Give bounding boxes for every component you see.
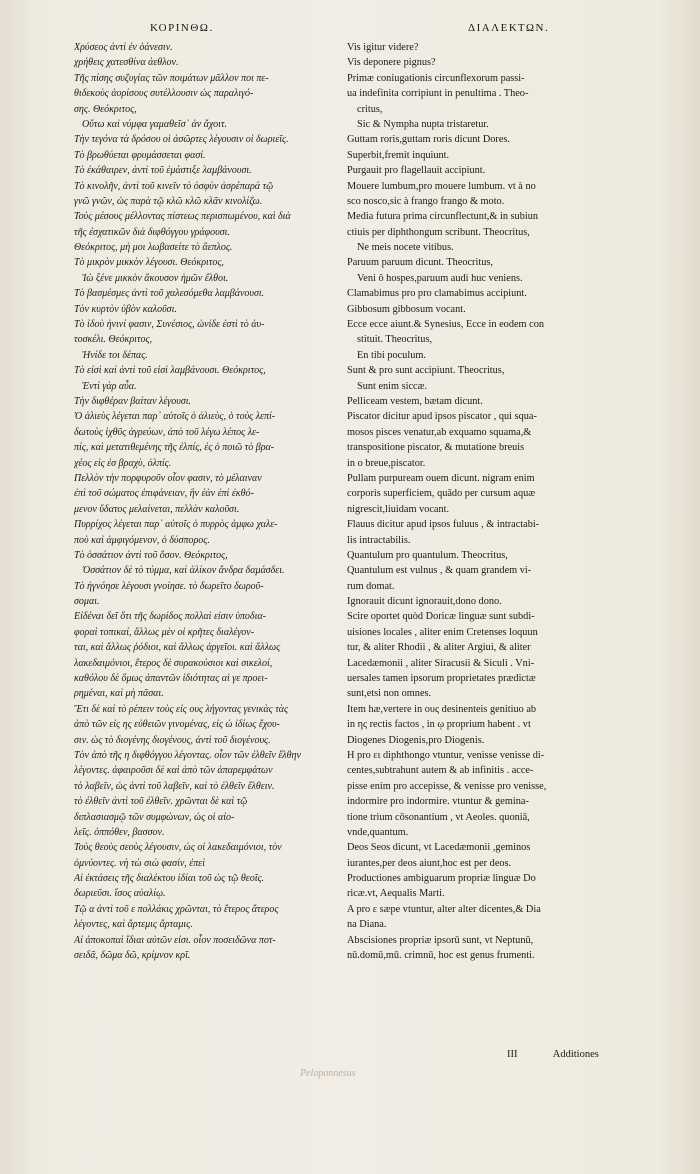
latin-line: rum domat. <box>347 580 395 592</box>
latin-line: nigrescit,liuidam vocant. <box>347 503 450 515</box>
latin-line: H pro ει diphthongo vtuntur, venisse venisse di- <box>347 749 545 761</box>
latin-line: Veni ô hospes,paruum audi huc veniens. <box>357 272 523 284</box>
greek-line: Τὸ βρωθύεται φρυμάσσεται φασί. <box>74 149 206 161</box>
greek-line: Ἔτι δὲ καὶ τὸ ρέπειν τοὺς εἰς ους λήγοντας γενικὰς τὰς <box>74 703 289 715</box>
latin-line: Ecce ecce aiunt.& Synesius, Ecce in eodem con <box>347 319 544 331</box>
latin-line: En tibi poculum. <box>357 349 426 361</box>
latin-line: pisse enim pro accepisse, & venisse pro venisse, <box>347 780 547 792</box>
signature-mark: III <box>507 1049 518 1060</box>
greek-line: καθόλου δὲ ὅμως ἀπαντῶν ἰδιότητας αἱ γε προει- <box>74 673 268 685</box>
latin-text-lines <box>347 40 617 963</box>
greek-text-lines <box>74 40 336 963</box>
greek-line: Τὸν ἀπὸ τῆς η διφθόγγου λέγοντας. οἷον τῶν ἐλθεῖν ἔλθην <box>74 749 301 761</box>
latin-line: na Diana. <box>347 919 387 931</box>
latin-line: sunt,etsi non omnes. <box>347 688 432 700</box>
greek-line: Πυρρίχος λέγεται παρ᾽ αὐτοῖς ὁ πυρρὸς ἀμφω χαλε- <box>74 519 278 531</box>
greek-line: Τῆς πίσης συζυγίας τῶν ποιμάτων μᾶλλον ποι πε- <box>74 72 269 84</box>
latin-line: Vis deponere pignus? <box>347 57 436 69</box>
greek-line: μενον ὕδατος μελαίνεται, πελλὰν καλοῦσι. <box>74 503 240 515</box>
greek-line: Τὴν τεγόνα τὰ δρόσου οἱ ἀσῶρτες λέγουσιν οἱ δωριεῖς. <box>74 134 289 146</box>
greek-line: σιν. ὡς τὸ διογένης διογένους, ἀντὶ τοῦ διογένους. <box>74 734 271 746</box>
latin-line: ua indefinita corripiunt in penultima . Theo- <box>347 88 529 100</box>
greek-line: σομαι. <box>74 596 100 608</box>
latin-line: mosos pisces venatur,ab exquamo squama,& <box>347 426 532 438</box>
greek-line: Τὸ εἰσὶ καὶ ἀντὶ τοῦ εἰσὶ λαμβάνουσι. Θεόκριτος, <box>74 365 266 377</box>
greek-line: δωριεῦσι. ἴσος αὐαλίῳ. <box>74 888 166 900</box>
latin-line: Ne meis nocete vitibus. <box>357 242 454 254</box>
latin-line: uisiones locales , aliter enim Cretenses loquun <box>347 626 538 638</box>
latin-line: tur, & aliter Rhodii , & aliter Argiui, & aliter <box>347 642 531 654</box>
greek-line: Αἱ ἐκτάσεις τῆς διαλέκτου ἰδίαι τοῦ ὡς τῷ θεοῖς. <box>74 873 265 885</box>
greek-line: Τὸ μικρὸν μικκὸν λέγουσι. Θεόκριτος, <box>74 257 224 269</box>
signature-line <box>507 1049 599 1060</box>
latin-line: Mouere lumbum,pro mouere lumbum. vt à no <box>347 180 536 192</box>
greek-line: Ἠνίδε τοι δέπας. <box>82 349 148 361</box>
greek-line: Ἰὼ ξένε μικκὸν ἄκουσον ἡμῶν ἔλθοι. <box>82 272 229 284</box>
greek-line: Οὕτω καὶ νύμφα γαμαθεῖσ᾽ ἀν ἄχοιτ. <box>82 118 227 130</box>
latin-line: A pro ε sæpe vtuntur, alter alter dicentes,& Dia <box>347 903 541 915</box>
latin-line: critus, <box>357 103 383 115</box>
latin-line: Sunt enim siccæ. <box>357 380 428 392</box>
latin-line: sco nosco,sic à frango frango & moto. <box>347 195 505 207</box>
latin-line: ricæ.vt, Aequalis Marti. <box>347 888 445 900</box>
running-head-left: ΚΟΡΙΝΘΩ. <box>150 22 214 34</box>
greek-line: γνῶ γνῶν, ὡς παρὰ τῷ κλῶ κλῶ κλᾶν κινολίζω. <box>74 195 263 207</box>
greek-line: διπλασιασμῷ τῶν συμφώνων, ὡς οἱ αἰο- <box>74 811 235 823</box>
greek-line: Τοὺς μέσους μέλλοντας πίστεως περισπωμένου, καὶ διὰ <box>74 211 291 223</box>
latin-line: Sic & Nympha nupta tristaretur. <box>357 118 489 130</box>
latin-line: Lacedæmonii , aliter Siracusii & Siculi . Vni- <box>347 657 535 669</box>
greek-line: λέγοντες, καὶ ἄρτεμις ἄρταμις. <box>74 919 193 931</box>
greek-line: Ὁ ἁλιεὺς λέγεται παρ᾽ αὐτοῖς ὁ ἀλιεὺς, ὁ τοὺς λεπί- <box>74 411 276 423</box>
latin-line: Clamabimus pro pro clamabimus accipiunt. <box>347 288 527 300</box>
greek-line: τὸ λαβεῖν, ὡς ἀντὶ τοῦ λαβεῖν, καὶ τὸ ἐλθεῖν ἔλθειν. <box>74 780 275 792</box>
running-head-right: ΔΙΑΛΕΚΤΩΝ. <box>468 22 550 34</box>
greek-line: Τὸ ἰδοὺ ἠνινί φασιν, Συνέσιος, ὡνίδε ἐστὶ τὸ ἀυ- <box>74 319 265 331</box>
catchword: Additiones <box>552 1049 599 1060</box>
latin-line: Pelliceam vestem, bætam dicunt. <box>347 395 483 407</box>
greek-line: ται, καὶ ἄλλως ῥόδιοι, καὶ ἄλλως ἀργεῖοι. καὶ ἄλλως <box>74 642 281 654</box>
latin-line: centes,subtrahunt autem & ab infinitis . acce- <box>347 765 534 777</box>
latin-line: Media futura prima circunflectunt,& in subiun <box>347 211 539 223</box>
greek-line: Τὴν διφθέραν βαίταν λέγουσι. <box>74 395 192 407</box>
latin-line: in o breue,piscator. <box>347 457 426 469</box>
greek-line: πίς, καὶ μετατιθεμένης τῆς ἐλπίς, ἐς ὁ ποιῶ τὸ βρα- <box>74 442 275 454</box>
latin-line: transpositione piscator, & mutatione breuis <box>347 442 525 454</box>
greek-line: Ὀσσάτιον δὲ τὸ τύμμα, καὶ ἀλίκον ἄνδρα δαμάσδει. <box>82 565 285 577</box>
latin-line: iurantes,per deos aiunt,hoc est per deos. <box>347 857 512 869</box>
latin-line: Piscator dicitur apud ipsos piscator , qui squa- <box>347 411 537 423</box>
greek-line: χέος εἰς ἐσ βραχὺ, ὀλπίς. <box>74 457 172 469</box>
latin-line: lis intractabilis. <box>347 534 411 546</box>
latin-line: tione trium cōsonantium , vt Aeoles. quoniā, <box>347 811 530 823</box>
latin-line: nū.domū,mū. crimnū, hoc est genus frumenti. <box>347 950 535 962</box>
latin-line: Pullam purpuream ouem dicunt. nigram enim <box>347 472 535 484</box>
latin-line: Abscisiones propriæ ipsorū sunt, vt Neptunū, <box>347 934 534 946</box>
greek-line: θιδεκοὺς ἀορίσους συτέλλουσιν ὡς παραλιγό- <box>74 88 254 100</box>
greek-line: Τὸν κυρτὸν ὑβὸν καλοῦσι. <box>74 303 177 315</box>
greek-line: τῆς ἐσχατικῶν διὰ διφθόγγου γράφουσι. <box>74 226 230 238</box>
latin-line: Scire oportet quòd Doricæ linguæ sunt subdi- <box>347 611 535 623</box>
latin-line: uersales tamen ipsorum proprietates prædictæ <box>347 673 536 685</box>
latin-line: Superbit,fremit inquiunt. <box>347 149 450 161</box>
greek-line: Τὸ ὁσσάτιον ἀντὶ τοῦ ὅσον. Θεόκριτος, <box>74 549 228 561</box>
latin-line: corporis superficiem, quādo per cursum aquæ <box>347 488 536 500</box>
greek-line: λεῖς. ὁππόθεν, βασσον. <box>74 826 165 838</box>
greek-line: Τὸ βασμέσμες ἀντὶ τοῦ χαλεσόμεθα λαμβάνουσι. <box>74 288 265 300</box>
greek-line: ρημέναι, καὶ μὴ πᾶσαι. <box>74 688 164 700</box>
greek-line: λέγοντες. ἀφαιροῦσι δὲ καὶ ἀπὸ τῶν ἀπαρεμφάτων <box>74 765 273 777</box>
greek-line: Τὸ ἠγνόησε λέγουσι γνοίησε. τὸ δωρεῖτο δωροῦ- <box>74 580 264 592</box>
latin-line: vnde,quantum. <box>347 826 409 838</box>
latin-line: Vis igitur videre? <box>347 42 419 53</box>
greek-line: τοσκέλι. Θεόκριτος, <box>74 334 153 346</box>
latin-line: Primæ coniugationis circunflexorum passi- <box>347 72 525 84</box>
greek-line: Ἐντὶ γὰρ αὖα. <box>82 380 137 392</box>
latin-line: Quantulum est vulnus , & quam grandem vi- <box>347 565 532 577</box>
latin-line: Gibbosum gibbosum vocant. <box>347 303 466 315</box>
greek-line: Αἱ ἀποκοπαὶ ἴδιαι αὐτῶν εἰσι. οἷον ποσειδῶνα ποτ- <box>74 934 276 946</box>
greek-line: ἀπὸ τῶν εἰς ης εὐθειῶν γινομένας, εἰς ὠ ἰδίως ἔχου- <box>74 719 280 731</box>
greek-line: σειδᾶ, δῶμα δῶ, κρίμνον κρῖ. <box>74 950 191 962</box>
greek-line: Τοὺς θεοὺς σεοὺς λέγουσιν, ὡς οἱ λακεδαιμόνιοι, τὸν <box>74 842 282 854</box>
greek-line: τὸ ἐλθεῖν ἀντὶ τοῦ ἐλθεῖν. χρῶνται δὲ καὶ τῷ <box>74 796 248 808</box>
bleed-through-text: Peloponnesus <box>300 1068 356 1079</box>
latin-line: Quantulum pro quantulum. Theocritus, <box>347 549 508 561</box>
latin-line: stituit. Theocritus, <box>357 334 433 346</box>
greek-line: δωτοὺς ἰχθῦς ἀγρεύων, ἀπὸ τοῦ λέγω λέπος λε- <box>74 426 260 438</box>
greek-line: Χρύσεος ἀντὶ ἐν ὀάνεσιν. <box>74 42 173 53</box>
greek-line: Τῷ α ἀντὶ τοῦ ε πολλάκις χρῶνται, τὸ ἕτερος ἄτερος <box>74 903 279 915</box>
latin-line: Sunt & pro sunt accipiunt. Theocritus, <box>347 365 505 377</box>
greek-line: χρήθεις χατεσθίνα ἀεθλον. <box>74 57 179 69</box>
latin-line: Deos Seos dicunt, vt Lacedæmonii ,geminos <box>347 842 531 854</box>
latin-line: Productiones ambiguarum propriæ linguæ Do <box>347 873 536 885</box>
greek-line: λακεδαιμόνιοι, ἕτερος δὲ συρακούσιοι καὶ σικελοί, <box>74 657 273 669</box>
latin-line: Flauus dicitur apud ipsos fuluus , & intractabi- <box>347 519 540 531</box>
greek-line: ὀμνύοντες. νὴ τὼ σιὼ φασίν, ἐπεὶ <box>74 857 205 869</box>
greek-line: Εἰδέναι δεῖ ὅτι τῆς δωρίδος πολλαὶ εἰσιν ὑποδια- <box>74 611 266 623</box>
latin-line: Guttam roris,guttam roris dicunt Dores. <box>347 134 511 146</box>
latin-line: Ignorauit dicunt ignorauit,dono dono. <box>347 596 502 608</box>
greek-line: Θεόκριτος, μὴ μοι λωβασείτε τὸ ἄεπλος. <box>74 242 233 254</box>
latin-line: Paruum paruum dicunt. Theocritus, <box>347 257 493 269</box>
greek-line: Τὸ ἐκάθαιρεν, ἀντὶ τοῦ ἐμάστιξε λαμβάνουσι. <box>74 165 252 177</box>
greek-line: Πελλὸν τὴν πορφυροῦν οἷον φασιν, τὸ μέλαιναν <box>74 472 262 484</box>
greek-line: φοραὶ τοπικαί, ἄλλως μὲν οἱ κρῆτες διαλέγον- <box>74 626 255 638</box>
greek-line: ποὺ καὶ ἀμφιγόμενον, ὁ δύσπορος. <box>74 534 210 546</box>
latin-line: ctiuis per diphthongum scribunt. Theocritus, <box>347 226 530 238</box>
latin-line: indormire pro indormire. vtuntur & gemina- <box>347 796 529 808</box>
latin-line: Diogenes Diogenis,pro Diogenis. <box>347 734 485 746</box>
latin-line: in ης rectis factos , in ῳ proprium habent . vt <box>347 719 531 731</box>
greek-line: σης. Θεόκριτος, <box>74 103 137 115</box>
latin-line: Item hæ,vertere in ους desinenteis genitiuo ab <box>347 703 537 715</box>
greek-line: Τὸ κινολῆν, ἀντὶ τοῦ κινεῖν τὸ ὀσφὺν ἀσρέπαρά τῷ <box>74 180 274 192</box>
latin-line: Purgauit pro flagellauit accipiunt. <box>347 165 486 177</box>
greek-line: ἐπὶ τοῦ σώματος ἐπιφάνειαν, ἣν ἐὰν ἐπὶ ἐκθό- <box>74 488 254 500</box>
